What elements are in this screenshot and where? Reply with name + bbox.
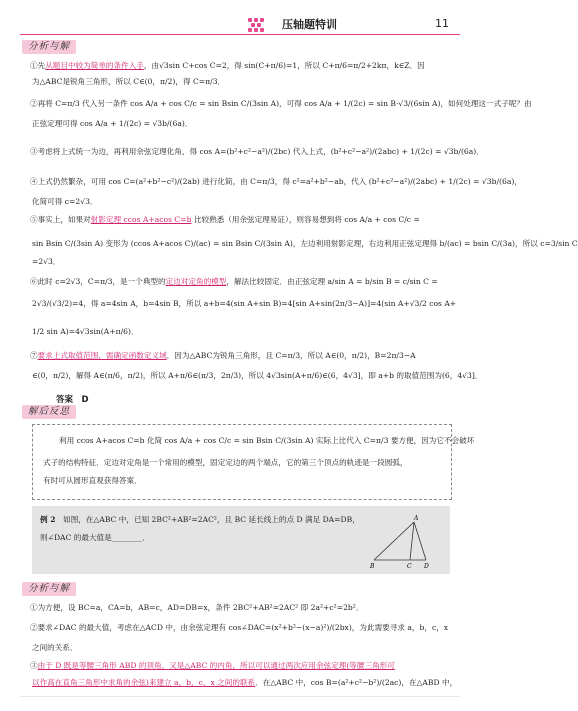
example-line2: 则∠DAC 的最大值是________．	[40, 533, 150, 542]
step6-line2: 2√3/(√3/2)=4，得 a=4sin A，b=4sin B，所以 a+b=4(sin A+sin B)=4[sin A+sin(2π/3−A)]=4(sin A+√3/2 cos A+	[32, 299, 457, 308]
step2-1-line1: ①为方便，设 BC=a，CA=b，AB=c，AD=DB=x，条件 2BC²+AB²=2AC² 即 2a²+c²=2b²．	[30, 603, 364, 612]
reflection-line3: 有时可从圆形直观获得答案．	[43, 476, 142, 485]
footer-rule	[20, 696, 460, 697]
figure-label-d: D	[424, 563, 429, 570]
example-line1: 例 2 如图，在△ABC 中，已知 2BC²+AB²=2AC²，且 BC 延长线上的点 D 满足 DA=DB，	[40, 515, 360, 524]
section-tag-reflection: 解后反思	[22, 405, 76, 419]
header-rule	[20, 34, 460, 35]
step3-line1: ③考虑将上式统一为边，再利用余弦定理化角，得 cos A=(b²+c²−a²)/(2bc) 代入上式，(b²+c²−a²)/(2abc) + 1/(2c) = √3b/(6a)．	[30, 147, 484, 156]
step5-line1: ⑤事实上，如果对射影定理 ccos A+acos C=b 比较熟悉（用余弦定理易证），则容易想到将 cos A/a + cos C/c =	[30, 215, 420, 224]
step4-line2: 化简可得 c=2√3．	[32, 197, 98, 206]
step6-line3: 1/2 sin A)=4√3sin(A+π/6)．	[32, 327, 139, 336]
header-decoration-icon	[248, 18, 270, 32]
section-tag-analysis-2: 分析与解	[22, 582, 76, 596]
step5-line2: sin Bsin C/(3sin A) 变形为 (ccos A+acos C)/(ac) = sin Bsin C/(3sin A)，左边利用射影定理，右边利用正弦定理得 b/(ac) = bsin C/(3a)，所以 c=3/sin C	[32, 239, 578, 248]
step7-line1: ⑦要求上式取值范围，需确定函数定义域．因为△ABC为锐角三角形，且 C=π/3，所以 A∈(0，π/2)，B=2π/3−A	[30, 351, 416, 360]
step2-line2: 正弦定理可得 cos A/a + 1/(2c) = √3b/(6a)．	[32, 119, 193, 128]
step2-2-line2: 之间的关系．	[32, 643, 78, 652]
step4-line1: ④上式仍然繁杂，可用 cos C=(a²+b²−c²)/(2ab) 进行化简，由 C=π/3，得 c²=a²+b²−ab，代入 (b²+c²−a²)/(2abc) + 1/(2c) = √3b/(6a)，	[30, 177, 522, 186]
step6-line1: ⑥此时 c=2√3，C=π/3，是一个典型的定边对定角的模型，解法比较固定．由正弦定理 a/sin A = b/sin B = c/sin C =	[30, 277, 438, 286]
header-title: 压轴题特训	[282, 18, 337, 31]
reflection-line1: 利用 ccos A+acos C=b 化简 cos A/a + cos C/c = sin Bsin C/(3sin A) 实际上比代入 C=π/3 要方便，因为它不会破坏	[59, 436, 475, 445]
answer: 答案 D	[56, 395, 89, 405]
page-number: 11	[435, 17, 449, 30]
step2-3-line2: 以作高在直角三角形中求角的余弦)来建立 a，b，c，x 之间的联系．在△ABC 中，cos B=(a²+c²−b²)/(2ac)，在△ABD 中，	[32, 678, 458, 687]
figure-label-c: C	[407, 563, 412, 570]
reflection-line2: 式子的结构特征．定边对定角是一个常用的模型，固定定边的两个端点，它的第三个顶点的轨迹是一段圆弧，	[43, 458, 408, 467]
step7-line2: ∈(0，π/2)，解得 A∈(π/6，π/2)，所以 A+π/6∈(π/3，2π/3)，所以 4√3sin(A+π/6)∈(6，4√3]，即 a+b 的取值范围为(6，4√3]．	[32, 371, 483, 380]
step1-line1: ①先从题目中较为简单的条件入手，由√3sin C+cos C=2，得 sin(C+π/6)=1，所以 C+π/6=π/2+2kπ，k∈Z．因	[30, 61, 425, 70]
step2-3-line1: ③由于 D 既是等腰三角形 ABD 的顶角，又是△ABC 的内角，所以可以通过两次应用余弦定理(等腰三角形可	[30, 661, 395, 670]
step2-2-line1: ②要求∠DAC 的最大值，考虑在△ACD 中，由余弦定理有 cos∠DAC=(x²+b²−(x−a)²)/(2bx)，为此需要寻求 a，b，c，x	[30, 623, 449, 632]
figure-label-a: A	[414, 515, 419, 522]
step1-line2: 为△ABC是锐角三角形，所以 C∈(0，π/2)，得 C=π/3．	[32, 77, 226, 86]
section-tag-analysis: 分析与解	[22, 40, 76, 54]
figure-label-b: B	[370, 563, 375, 570]
step5-line3: =2√3．	[32, 257, 61, 266]
triangle-figure	[370, 514, 432, 570]
example-box	[32, 506, 450, 574]
reflection-box	[32, 424, 475, 500]
step2-line1: ②再将 C=π/3 代入另一条件 cos A/a + cos C/c = sin Bsin C/(3sin A)，可得 cos A/a + 1/(2c) = sin B·√3/(6sin A)，如何处理这一式子呢？由	[30, 99, 532, 108]
